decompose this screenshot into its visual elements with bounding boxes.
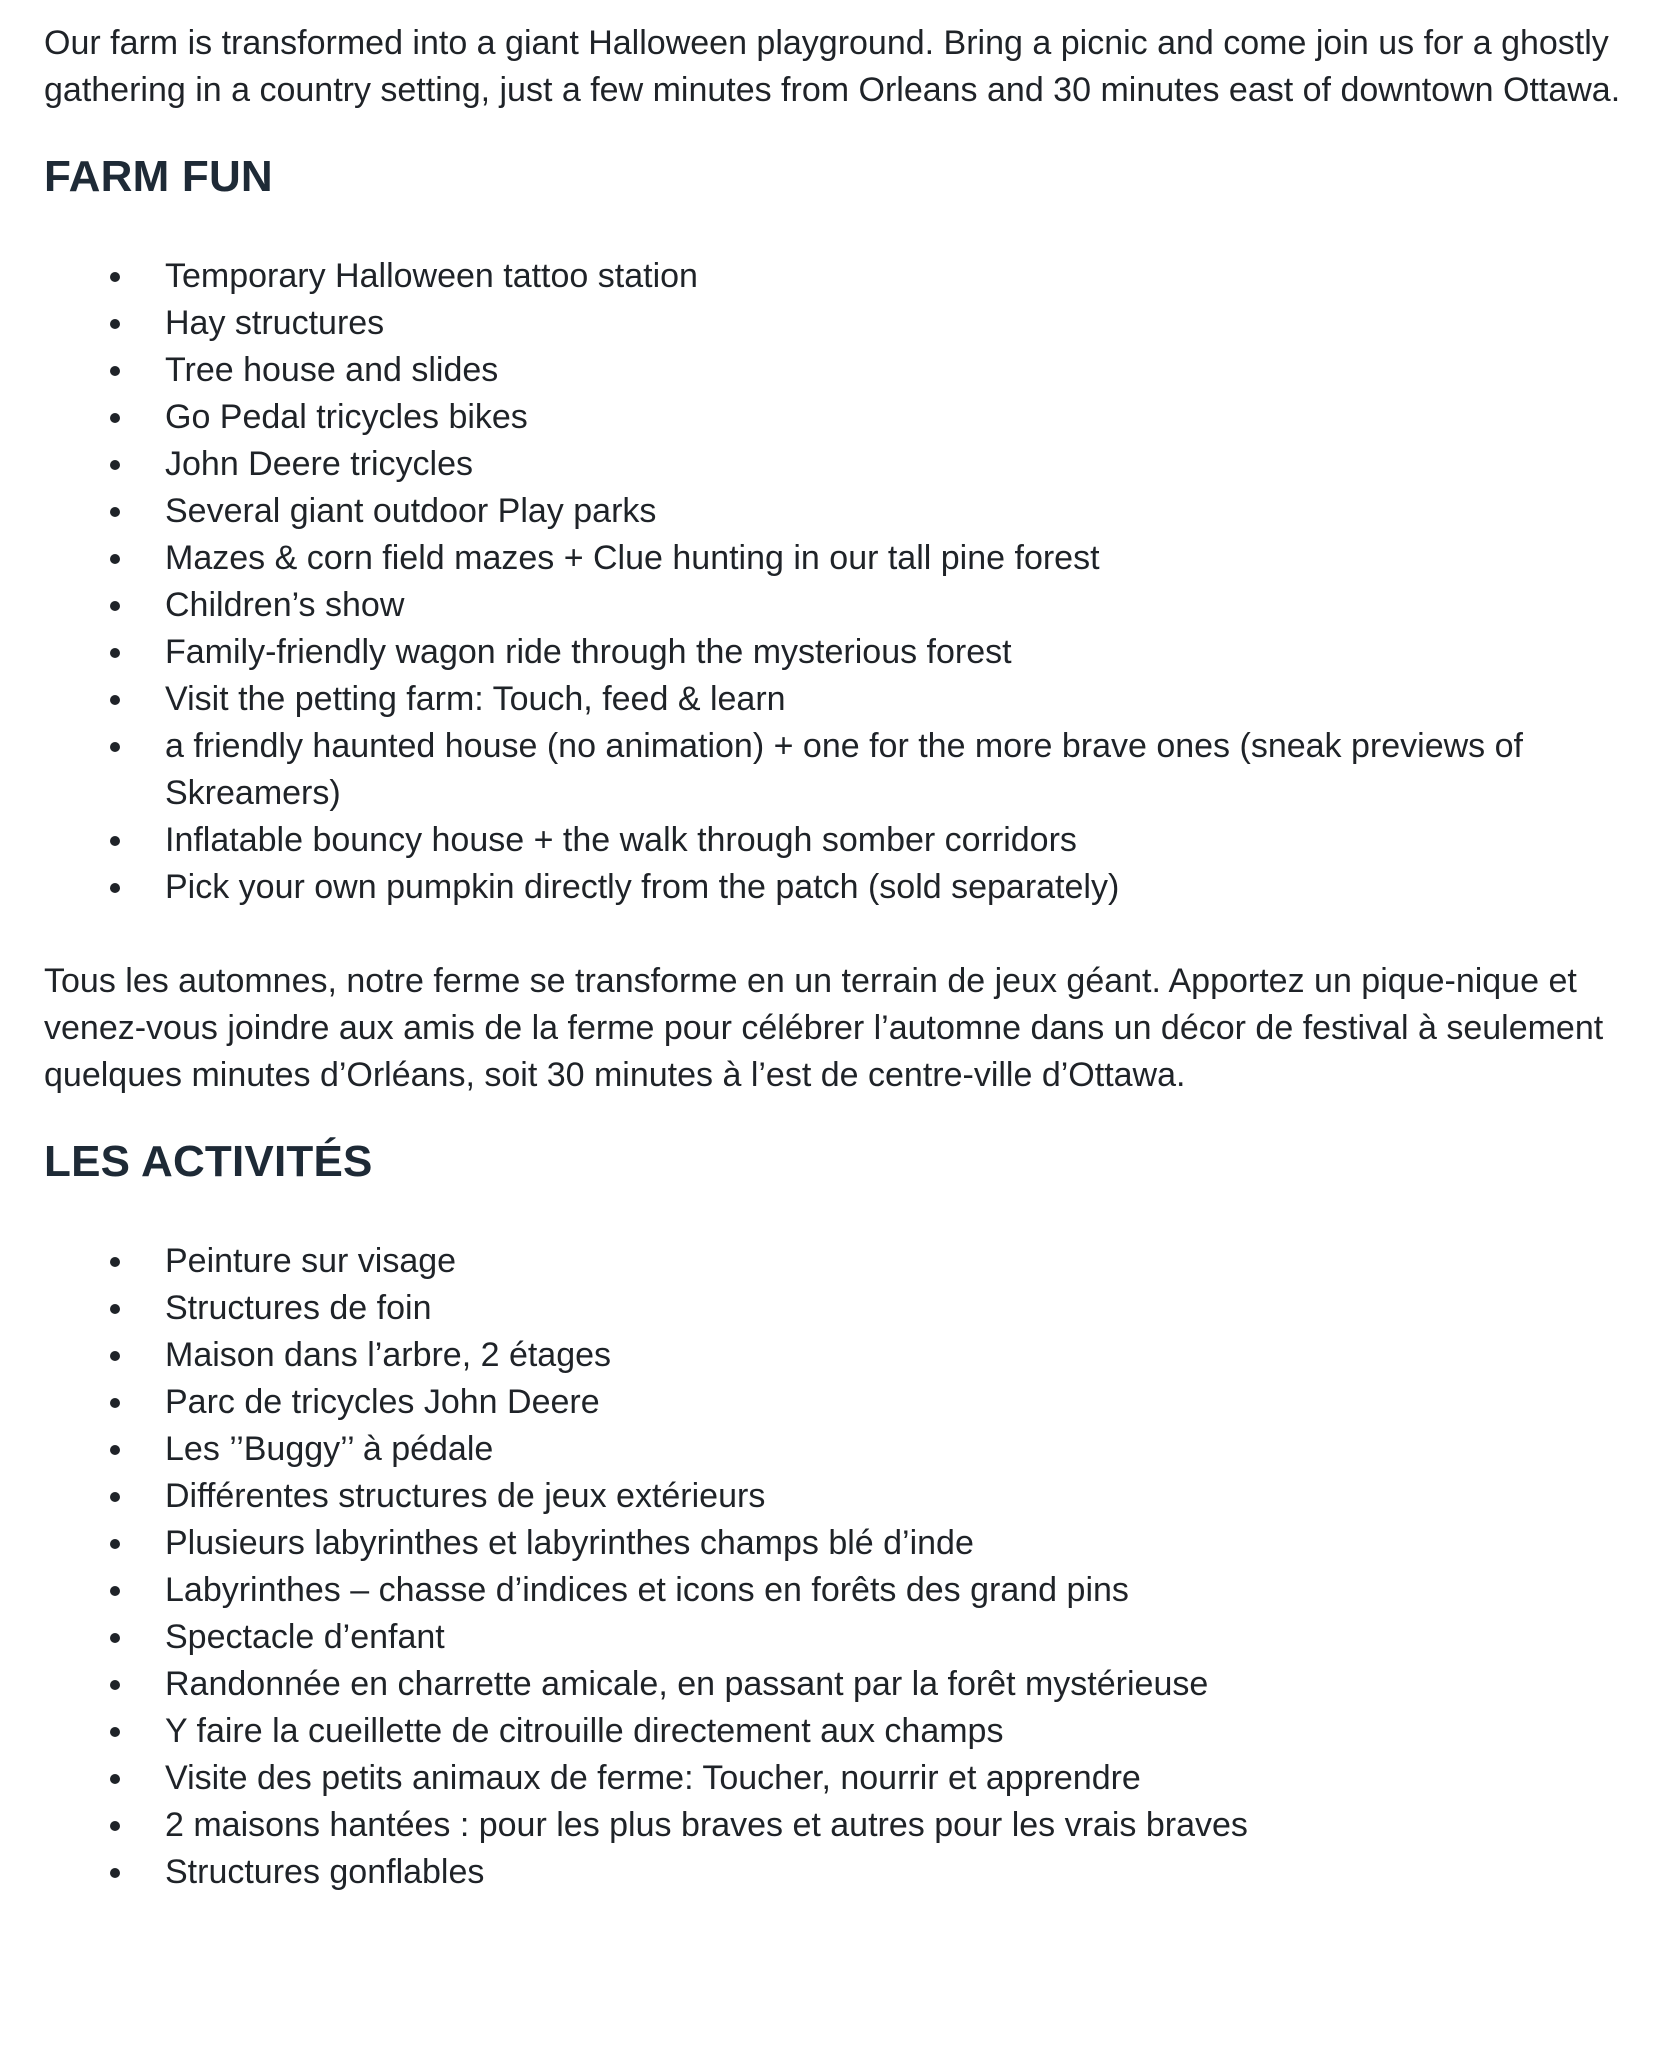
list-item — [44, 1520, 1624, 1567]
list-item — [44, 1426, 1624, 1473]
list-item-text: Visite des petits animaux de ferme: Toucher, nourrir et apprendre — [165, 1759, 1141, 1797]
list-item-text: Différentes structures de jeux extérieurs — [165, 1477, 766, 1515]
bullet-icon — [110, 366, 120, 376]
intro-paragraph-en: Our farm is transformed into a giant Halloween playground. Bring a picnic and come join us for a ghostly gathering in a country setting, just a few minutes from Orleans and 30 minutes east of downtown Ottawa. — [44, 24, 1621, 109]
bullet-icon — [110, 1492, 120, 1502]
bullet-icon — [110, 695, 120, 705]
list-item-text: Structures de foin — [165, 1289, 432, 1327]
list-item — [44, 582, 1624, 629]
bullet-icon — [110, 1304, 120, 1314]
activites-list — [44, 1238, 1624, 1896]
list-item-text: John Deere tricycles — [165, 445, 474, 483]
bullet-icon — [110, 648, 120, 658]
list-item — [44, 1379, 1624, 1426]
list-item — [44, 300, 1624, 347]
list-item — [44, 347, 1624, 394]
bullet-icon — [110, 742, 120, 752]
list-item-text: Parc de tricycles John Deere — [165, 1383, 600, 1421]
list-item-text: Maison dans l’arbre, 2 étages — [165, 1336, 612, 1374]
farm-fun-heading: FARM FUN — [44, 152, 273, 201]
bullet-icon — [110, 836, 120, 846]
list-item — [44, 1238, 1624, 1285]
list-item — [44, 441, 1624, 488]
list-item — [44, 1849, 1624, 1896]
bullet-icon — [110, 601, 120, 611]
bullet-icon — [110, 319, 120, 329]
list-item — [44, 1285, 1624, 1332]
list-item — [44, 1802, 1624, 1849]
list-item — [44, 1708, 1624, 1755]
document-page — [44, 20, 1624, 1896]
bullet-icon — [110, 883, 120, 893]
farm-fun-list — [44, 253, 1624, 911]
list-item — [44, 817, 1624, 864]
list-item-text: Mazes & corn field mazes + Clue hunting in our tall pine forest — [165, 539, 1100, 577]
list-item — [44, 394, 1624, 441]
list-item — [44, 629, 1624, 676]
bullet-icon — [110, 554, 120, 564]
bullet-icon — [110, 1445, 120, 1455]
list-item-text: Structures gonflables — [165, 1853, 485, 1891]
list-item — [44, 676, 1624, 723]
list-item-text: Visit the petting farm: Touch, feed & learn — [165, 680, 786, 718]
bullet-icon — [110, 1774, 120, 1784]
list-item-text: Several giant outdoor Play parks — [165, 492, 657, 530]
list-item-text: Children’s show — [165, 586, 405, 624]
list-item — [44, 1614, 1624, 1661]
list-item — [44, 723, 1624, 817]
activites-heading: LES ACTIVITÉS — [44, 1137, 373, 1186]
bullet-icon — [110, 1257, 120, 1267]
list-item-text: Inflatable bouncy house + the walk through somber corridors — [165, 821, 1077, 859]
bullet-icon — [110, 1351, 120, 1361]
bullet-icon — [110, 507, 120, 517]
list-item-text: Spectacle d’enfant — [165, 1618, 445, 1656]
bullet-icon — [110, 1633, 120, 1643]
list-item — [44, 1755, 1624, 1802]
bullet-icon — [110, 1586, 120, 1596]
bullet-icon — [110, 1680, 120, 1690]
list-item — [44, 253, 1624, 300]
bullet-icon — [110, 272, 120, 282]
list-item — [44, 1567, 1624, 1614]
list-item — [44, 488, 1624, 535]
list-item — [44, 535, 1624, 582]
bullet-icon — [110, 1539, 120, 1549]
list-item-text: Pick your own pumpkin directly from the patch (sold separately) — [165, 868, 1120, 906]
list-item — [44, 1332, 1624, 1379]
list-item-text: Les ’’Buggy’’ à pédale — [165, 1430, 494, 1468]
bullet-icon — [110, 1727, 120, 1737]
list-item-text: Temporary Halloween tattoo station — [165, 257, 698, 295]
list-item — [44, 1661, 1624, 1708]
list-item-text: a friendly haunted house (no animation) + one for the more brave ones (sneak previews of Skreamers) — [165, 727, 1523, 812]
bullet-icon — [110, 460, 120, 470]
list-item — [44, 864, 1624, 911]
list-item-text: Labyrinthes – chasse d’indices et icons en forêts des grand pins — [165, 1571, 1129, 1609]
bullet-icon — [110, 413, 120, 423]
bullet-icon — [110, 1868, 120, 1878]
list-item-text: Tree house and slides — [165, 351, 499, 389]
list-item-text: Peinture sur visage — [165, 1242, 457, 1280]
list-item-text: Plusieurs labyrinthes et labyrinthes champs blé d’inde — [165, 1524, 974, 1562]
list-item-text: Hay structures — [165, 304, 385, 342]
list-item-text: 2 maisons hantées : pour les plus braves et autres pour les vrais braves — [165, 1806, 1248, 1844]
list-item-text: Randonnée en charrette amicale, en passant par la forêt mystérieuse — [165, 1665, 1209, 1703]
intro-paragraph-fr: Tous les automnes, notre ferme se transforme en un terrain de jeux géant. Apportez un pique-nique et venez-vous joindre aux amis de la ferme pour célébrer l’automne dans un décor de festival à seulement quelques minutes d’Orléans, soit 30 minutes à l’est de centre-ville d’Ottawa. — [44, 962, 1604, 1094]
list-item-text: Y faire la cueillette de citrouille directement aux champs — [165, 1712, 1004, 1750]
list-item — [44, 1473, 1624, 1520]
bullet-icon — [110, 1821, 120, 1831]
list-item-text: Go Pedal tricycles bikes — [165, 398, 528, 436]
list-item-text: Family-friendly wagon ride through the mysterious forest — [165, 633, 1012, 671]
bullet-icon — [110, 1398, 120, 1408]
